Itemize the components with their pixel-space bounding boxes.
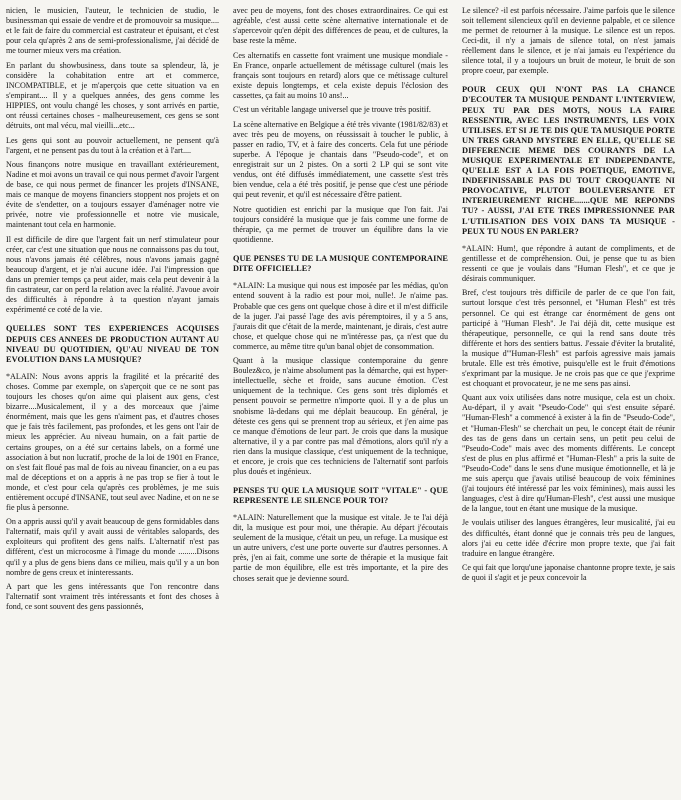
paragraph: A part que les gens intéressants que l'on rencontre dans l'alternatif sont vraiment très intéressants et font des choses à fond, ce sont souvent des gens passionnés, [6, 582, 219, 612]
paragraph: Bref, c'est toujours très difficile de parler de ce que l'on fait, surtout lorsque c'est très personnel, et "Human Flesh" est très personnel. Ce qui est étrange car énormément de gens ont participé à "Human Flesh". Je l'ai déjà dit, cette musique est thérapeutique, personnelle, ce qui la rend sans doute très différente et hors des sentiers battus. J'essaie d'éviter la brutalité, la musique d'"Human-Flesh" est parfois agressive mais jamais brutale. Elle est très émotive, puisqu'elle est le fruit d'émotions s'exprimant par la musique. Je ne crois pas que ce que j'exprime est choquant et provocateur, je ne me sens pas ainsi. [462, 288, 675, 388]
paragraph: *ALAIN: Hum!, que répondre à autant de compliments, et de gentillesse et de compréhension. Oui, je pense que tu as bien ressenti ce que je voulais dans "Human Flesh", et ce que je désirais communiquer. [462, 243, 675, 283]
paragraph: *ALAIN: La musique qui nous est imposée par les médias, qu'on entend souvent à la radio est pour moi, nulle!. Je n'aime pas. Probable que ces gens ont quelque chose à dire et il m'est difficile de la juger. J'ai passé l'age des avis péremptoires, il y a 5 ans, j'aurais dit que c'était de la merde, maintenant, je dirais, c'est autre chose, et quelque chose qui ne m'intéresse pas, ça n'est que du commerce, au même titre qu'un banal objet de consommation. [233, 281, 448, 351]
paragraph: Les gens qui sont au pouvoir actuellement, ne pensent qu'à l'argent, et ne pensent pas du tout à la création et à l'art.... [6, 135, 219, 155]
column-left [6, 6, 219, 617]
paragraph: Quant aux voix utilisées dans notre musique, cela est un choix. Au-départ, il y avait "Pseudo-Code" qui s'est ensuite séparé. "Human-Flesh" a commencé à exister à la fin de "Pseudo-Code", et "Human-Flesh" se cherchait un peu, le concept était de réunir des tas de gens dans un certain sens, un petit peu celui de "Pseudo-Code" mais avec des moments différents. Le concept s'est de plus en plus affirmé et "Human-Flesh" a pris la suite de "Pseudo-Code" dans le sens d'une musique émotionnelle, et là je me suis aperçu que j'avais utilisé beaucoup de voix féminines (j'ai toujours été intéressé par les voix féminines), mais aussi les languages, c'est à dire qu'Human-Flesh", c'est aussi une musique de la langue, tout en étant une musique de la musique. [462, 393, 675, 513]
interview-question: QUELLES SONT TES EXPERIENCES ACQUISES DEPUIS CES ANNEES DE PRODUCTION AUTANT AU NIVEAU DU QUOTIDIEN, QU'AU NIVEAU DE TON EVOLUTION DANS LA MUSIQUE? [6, 324, 219, 364]
paragraph: Le silence? -il est parfois nécessaire. J'aime parfois que le silence soit tellement silencieux qu'il en devienne palpable, et ce silence me permet de retourner à la musique. Le silence est un repos. Ceci-dit, il n'y a jamais de silence total, on n'est jamais réellement dans le silence, et je n'ai jamais eu l'expérience du silence total, il y a toujours un bruit de moteur, le bruit de son propre coeur, par exemple. [462, 6, 675, 76]
paragraph: Il est difficile de dire que l'argent fait un nerf stimulateur pour créer, car c'est une situation que nous ne connaissons pas du tout, nous n'avons jamais été célèbres, nous n'avons jamais gagné beaucoup d'argent, et je n'ai aucune idée. J'ai l'impression que dans un premier temps ça peut aider, mais cela peut devenir à la fin castrateur, car on perd la relation avec la réalité. J'avoue avoir des difficultés à répondre à ta question n'ayant jamais expérimenté ce coté de la vie. [6, 234, 219, 315]
interview-question: QUE PENSES TU DE LA MUSIQUE CONTEMPORAINE DITE OFFICIELLE? [233, 254, 448, 274]
paragraph: En parlant du showbusiness, dans toute sa splendeur, là, je considère la cohabitation entre art et commerce, INCOMPATIBLE, et je m'aperçois que cette situation va en s'empirant.... Il y a quelques années, des gens comme les HIPPIES, ont voulu changé les choses, y sont arrivés en partie, ont réussi certaines choses - malheureusement, ces gens se sont détruits, ont mal vécu, mal vieilli...etc... [6, 60, 219, 131]
paragraph: Ce qui fait que lorqu'une japonaise chantonne propre texte, je sais de quoi il s'agit et je peux concevoir la [462, 563, 675, 583]
paragraph: C'est un véritable langage universel que je trouve très positif. [233, 105, 431, 115]
paragraph: Je voulais utiliser des langues étrangères, leur musicalité, j'ai eu des difficultés, étant donné que je connais très peu de langues, alors j'ai eu cette idée d'écrire mon propre texte, que j'ai fait traduire en langue étrangère. [462, 518, 675, 558]
paragraph: La scène alternative en Belgique a été très vivante (1981/82/83) et avec très peu de moyens, on réussissait à toucher le public, à passer en radio, TV, et à faire des concerts. Cela fut une période superbe. A l'époque je chantais dans "Pseudo-code", et on enregistrait sur un 2 pistes. On a sorti 2 LP qui se sont vite vendus, ont été diffusés immédiatement, une cassette s'est très bien vendue, cela a été très positif, je pense que c'est une période qui peut revenir, et qu'il est nécessaire d'être patient. [233, 119, 448, 200]
paragraph: *ALAIN: Naturellement que la musique est vitale. Je te l'ai déjà dit, la musique est pour moi, une thérapie. Au départ j'écoutais seulement de la musique, c'était un peu, un refuge. La musique est un autre univers, c'est une porte ouverte sur d'autres personnes. A près, j'en ai fait, comme une sorte de thérapie et la musique fait partie de mon équilibre, elle est très importante, et la pire des choses serait que je devienne sourd. [233, 513, 448, 583]
paragraph: nicien, le musicien, l'auteur, le technicien de studio, le businessman qui essaie de vendre et de promouvoir sa musique.... et le fait de faire du commercial est castrateur et épuisant, et c'est pour cela qu'après 2 ans de semi-professionalisme, j'ai décidé de me tourner mieux vers ma création. [6, 6, 219, 56]
interview-question: POUR CEUX QUI N'ONT PAS LA CHANCE D'ECOUTER TA MUSIQUE PENDANT L'INTERVIEW, PEUX TU PAR DES MOTS, NOUS LA FAIRE RESSENTIR, AVEC LES INSTRUMENTS, LES VOIX UTILISES. ET SI JE TE DIS QUE TA MUSIQUE PORTE UN TRES GRAND MYSTERE EN ELLE, QU'ELLE SE DIFFERENCIE MEME DES COURANTS DE LA MUSIQUE EXPERIMENTALE ET INDEPENDANTE, QU'ELLE EST A LA FOIS POETIQUE, EMOTIVE, INDEFINISSABLE PAS DU TOUT CROQUANTE NI PROVOCATIVE, PLUTOT BOULEVERSANTE ET INTERIEUREMENT RICHE.......QUE ME REPONDS TU? - AUSSI, J'AI ETE TRES IMPRESSIONNEE PAR L'UTILISATION DES VOIX DANS TA MUSIQUE - PEUX TU NOUS EN PARLER? [462, 85, 675, 236]
paragraph: Quant à la musique classique contemporaine du genre Boulez&co, je n'aime absolument pas la démarche, qui est hyper-intellectuelle, sèche et froide, sans aucune émotion. C'est uniquement de la technique. Ces gens sont très diplomés et pensent pouvoir se permettre n'importe quoi. Il y a de plus un snobisme là-dedans qui me déplait beaucoup. En général, je déteste ces gens qui se prennent trop au sérieux, et j'en aime pas ce manque d'émotions de leur part. Je crois que dans la musique alternative, il y a par contre pas mal d'émotions, alors qu'il n'y a rien dans la musique classique, c'est uniquement de la technique, et encore, je crois que ces techniciens de l'alternatif sont parfois plus doués et ingénieux. [233, 356, 448, 476]
column-middle [233, 6, 448, 588]
column-right [462, 6, 675, 588]
paragraph: Notre quotidien est enrichi par la musique que l'on fait. J'ai toujours considéré la musique que je fais comme une forme de thérapie, ça me permet de trouver un équilibre dans la vie quotidienne. [233, 204, 448, 244]
paragraph: avec peu de moyens, font des choses extraordinaires. Ce qui est agréable, c'est aussi cette scène alternative internationale et de s'apercevoir qu'en dépit des différences de peau, et de cultures, la base reste la même. [233, 6, 448, 46]
interview-question: PENSES TU QUE LA MUSIQUE SOIT "VITALE" - QUE REPRESENTE LE SILENCE POUR TOI? [233, 485, 448, 506]
paragraph: Nous finançons notre musique en travaillant extérieurement, Nadine et moi avons un travail ce qui nous permet d'avoir l'argent de base, ce qui nous permet de financer les projets d'INSANE, mais ce manque de moyens financiers stoppent nos projets et on évite de s'endetter, on a toujours essayer d'aménager notre vie privée, notre vie professionnelle et notre vie musicale, maintenant tout cela en harmonie. [6, 160, 219, 230]
paragraph: *ALAIN: Nous avons appris la fragilité et la précarité des choses. Comme par exemple, on s'aperçoit que ce ne sont pas toujours les choses qu'on aime qui plaisent aux gens, c'est bizarre....Musicalement, il y a des morceaux que j'aime énormément, mais que les gens n'aiment pas, et d'autres choses que je fais très facilement, pas profondes, et les gens ont l'air de mieux les apprécier. Au niveau humain, on a fait partie de certains groupes, on a été sur certains labels, on a formé une association à but non lucratif, proche de la loi de 1901 en France, on s'est fait floué pas mal de fois au niveau financier, on a eu pas mal de déceptions et on a appris à ne pas trop se fier à tout le monde, et c'est pour cela qu'après ces problèmes, je me suis entièrement occupé d'INSANE, tout seul avec Nadine, et on ne se fie plus à personne. [6, 372, 219, 512]
paragraph: On a appris aussi qu'il y avait beaucoup de gens formidables dans l'alternatif, mais qu'il y avait aussi de véritables salopards, des exploiteurs qui profitent des gens naïfs. L'alternatif n'est pas différent, c'est un microcosme à l'image du monde .........Disons qu'il y a plus de gens biens dans ce milieu, mais qu'il y a un bon nombre de gens creux et ininteressants. [6, 517, 219, 577]
paragraph: Ces alternatifs en cassette font vraiment une musique mondiale - En France, onparle actuellement de métissage culturel (mais les français sont toujours en retard) alors que ce métissage culturel existe depuis longtemps, et cela existe depuis l'éclosion des cassettes, ça fait au moins 10 ans!... [233, 50, 448, 100]
